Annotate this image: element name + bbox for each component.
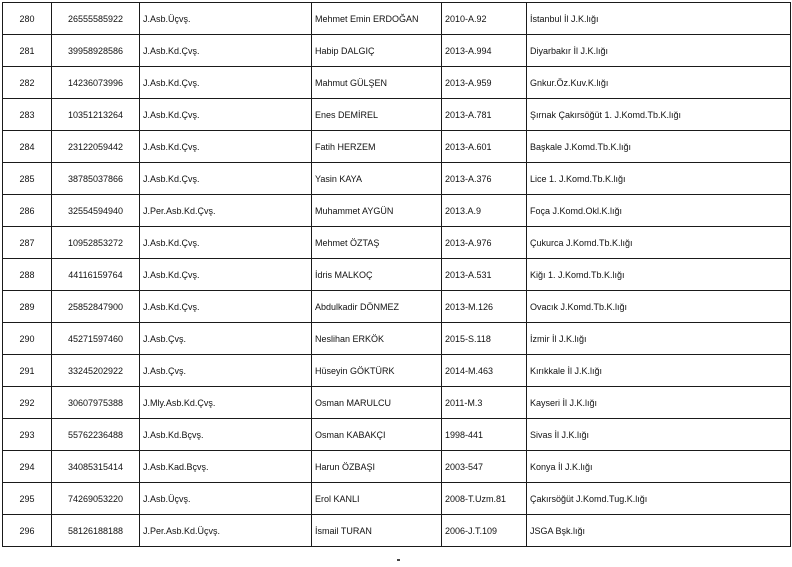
full-name-cell: İsmail TURAN (312, 515, 442, 547)
rank-cell: J.Asb.Kd.Çvş. (140, 227, 312, 259)
full-name-cell: Habip DALGIÇ (312, 35, 442, 67)
table-row (3, 387, 791, 419)
rank-cell: J.Per.Asb.Kd.Çvş. (140, 195, 312, 227)
rank-cell: J.Asb.Üçvş. (140, 3, 312, 35)
row-number-cell: 294 (3, 451, 52, 483)
table-row (3, 451, 791, 483)
rank-cell: J.Asb.Kd.Çvş. (140, 259, 312, 291)
unit-name-cell: Çukurca J.Komd.Tb.K.lığı (527, 227, 791, 259)
registry-number-cell: 2003-547 (442, 451, 527, 483)
registry-number-cell: 2013-A.601 (442, 131, 527, 163)
registry-number-cell: 2013-A.959 (442, 67, 527, 99)
row-number-cell: 285 (3, 163, 52, 195)
unit-name-cell: İstanbul İl J.K.lığı (527, 3, 791, 35)
registry-number-cell: 2010-A.92 (442, 3, 527, 35)
registry-number-cell: 2008-T.Uzm.81 (442, 483, 527, 515)
table-row (3, 291, 791, 323)
full-name-cell: Fatih HERZEM (312, 131, 442, 163)
table-row (3, 99, 791, 131)
registry-number-cell: 2013-A.976 (442, 227, 527, 259)
table-row (3, 483, 791, 515)
table-row (3, 355, 791, 387)
table-row (3, 163, 791, 195)
row-number-cell: 280 (3, 3, 52, 35)
unit-name-cell: Çakırsöğüt J.Komd.Tug.K.lığı (527, 483, 791, 515)
registry-number-cell: 2013-A.531 (442, 259, 527, 291)
row-number-cell: 290 (3, 323, 52, 355)
id-number-cell: 38785037866 (52, 163, 140, 195)
id-number-cell: 14236073996 (52, 67, 140, 99)
id-number-cell: 33245202922 (52, 355, 140, 387)
unit-name-cell: Lice 1. J.Komd.Tb.K.lığı (527, 163, 791, 195)
rank-cell: J.Asb.Kd.Çvş. (140, 67, 312, 99)
row-number-cell: 295 (3, 483, 52, 515)
rank-cell: J.Asb.Kd.Çvş. (140, 99, 312, 131)
registry-number-cell: 2013-A.994 (442, 35, 527, 67)
unit-name-cell: Kiğı 1. J.Komd.Tb.K.lığı (527, 259, 791, 291)
registry-number-cell: 2013-M.126 (442, 291, 527, 323)
personnel-table (2, 2, 791, 547)
rank-cell: J.Asb.Kd.Çvş. (140, 131, 312, 163)
unit-name-cell: Diyarbakır İl J.K.lığı (527, 35, 791, 67)
rank-cell: J.Asb.Çvş. (140, 323, 312, 355)
full-name-cell: Harun ÖZBAŞI (312, 451, 442, 483)
id-number-cell: 44116159764 (52, 259, 140, 291)
row-number-cell: 284 (3, 131, 52, 163)
id-number-cell: 10952853272 (52, 227, 140, 259)
full-name-cell: Erol KANLI (312, 483, 442, 515)
full-name-cell: İdris MALKOÇ (312, 259, 442, 291)
row-number-cell: 287 (3, 227, 52, 259)
unit-name-cell: Foça J.Komd.Okl.K.lığı (527, 195, 791, 227)
id-number-cell: 25852847900 (52, 291, 140, 323)
table-row (3, 35, 791, 67)
unit-name-cell: Kırıkkale İl J.K.lığı (527, 355, 791, 387)
table-row (3, 195, 791, 227)
rank-cell: J.Per.Asb.Kd.Üçvş. (140, 515, 312, 547)
registry-number-cell: 2013-A.376 (442, 163, 527, 195)
id-number-cell: 45271597460 (52, 323, 140, 355)
registry-number-cell: 2015-S.118 (442, 323, 527, 355)
unit-name-cell: JSGA Bşk.lığı (527, 515, 791, 547)
full-name-cell: Neslihan ERKÖK (312, 323, 442, 355)
full-name-cell: Mahmut GÜLŞEN (312, 67, 442, 99)
row-number-cell: 292 (3, 387, 52, 419)
id-number-cell: 39958928586 (52, 35, 140, 67)
id-number-cell: 26555585922 (52, 3, 140, 35)
id-number-cell: 10351213264 (52, 99, 140, 131)
id-number-cell: 23122059442 (52, 131, 140, 163)
table-row (3, 323, 791, 355)
table-row (3, 3, 791, 35)
row-number-cell: 293 (3, 419, 52, 451)
table-row (3, 419, 791, 451)
rank-cell: J.Asb.Kd.Bçvş. (140, 419, 312, 451)
full-name-cell: Mehmet Emin ERDOĞAN (312, 3, 442, 35)
rank-cell: J.Asb.Kd.Çvş. (140, 163, 312, 195)
full-name-cell: Muhammet AYGÜN (312, 195, 442, 227)
row-number-cell: 283 (3, 99, 52, 131)
registry-number-cell: 2013-A.781 (442, 99, 527, 131)
full-name-cell: Enes DEMİREL (312, 99, 442, 131)
rank-cell: J.Asb.Çvş. (140, 355, 312, 387)
id-number-cell: 74269053220 (52, 483, 140, 515)
rank-cell: J.Asb.Kad.Bçvş. (140, 451, 312, 483)
full-name-cell: Hüseyin GÖKTÜRK (312, 355, 442, 387)
rank-cell: J.Asb.Kd.Çvş. (140, 35, 312, 67)
full-name-cell: Osman MARULCU (312, 387, 442, 419)
row-number-cell: 282 (3, 67, 52, 99)
rank-cell: J.Mly.Asb.Kd.Çvş. (140, 387, 312, 419)
row-number-cell: 281 (3, 35, 52, 67)
unit-name-cell: Kayseri İl J.K.lığı (527, 387, 791, 419)
unit-name-cell: Gnkur.Öz.Kuv.K.lığı (527, 67, 791, 99)
row-number-cell: 291 (3, 355, 52, 387)
rank-cell: J.Asb.Kd.Çvş. (140, 291, 312, 323)
unit-name-cell: Sivas İl J.K.lığı (527, 419, 791, 451)
page-mark (397, 559, 400, 561)
full-name-cell: Osman KABAKÇI (312, 419, 442, 451)
registry-number-cell: 2011-M.3 (442, 387, 527, 419)
row-number-cell: 286 (3, 195, 52, 227)
unit-name-cell: Başkale J.Komd.Tb.K.lığı (527, 131, 791, 163)
unit-name-cell: İzmir İl J.K.lığı (527, 323, 791, 355)
table-row (3, 515, 791, 547)
full-name-cell: Abdulkadir DÖNMEZ (312, 291, 442, 323)
unit-name-cell: Şırnak Çakırsöğüt 1. J.Komd.Tb.K.lığı (527, 99, 791, 131)
unit-name-cell: Konya İl J.K.lığı (527, 451, 791, 483)
registry-number-cell: 2013.A.9 (442, 195, 527, 227)
row-number-cell: 289 (3, 291, 52, 323)
id-number-cell: 30607975388 (52, 387, 140, 419)
id-number-cell: 34085315414 (52, 451, 140, 483)
full-name-cell: Mehmet ÖZTAŞ (312, 227, 442, 259)
registry-number-cell: 2014-M.463 (442, 355, 527, 387)
rank-cell: J.Asb.Üçvş. (140, 483, 312, 515)
full-name-cell: Yasin KAYA (312, 163, 442, 195)
row-number-cell: 288 (3, 259, 52, 291)
unit-name-cell: Ovacık J.Komd.Tb.K.lığı (527, 291, 791, 323)
table-row (3, 259, 791, 291)
registry-number-cell: 2006-J.T.109 (442, 515, 527, 547)
table-row (3, 227, 791, 259)
table-row (3, 67, 791, 99)
id-number-cell: 32554594940 (52, 195, 140, 227)
id-number-cell: 58126188188 (52, 515, 140, 547)
personnel-table-body (3, 3, 791, 547)
table-row (3, 131, 791, 163)
row-number-cell: 296 (3, 515, 52, 547)
id-number-cell: 55762236488 (52, 419, 140, 451)
registry-number-cell: 1998-441 (442, 419, 527, 451)
